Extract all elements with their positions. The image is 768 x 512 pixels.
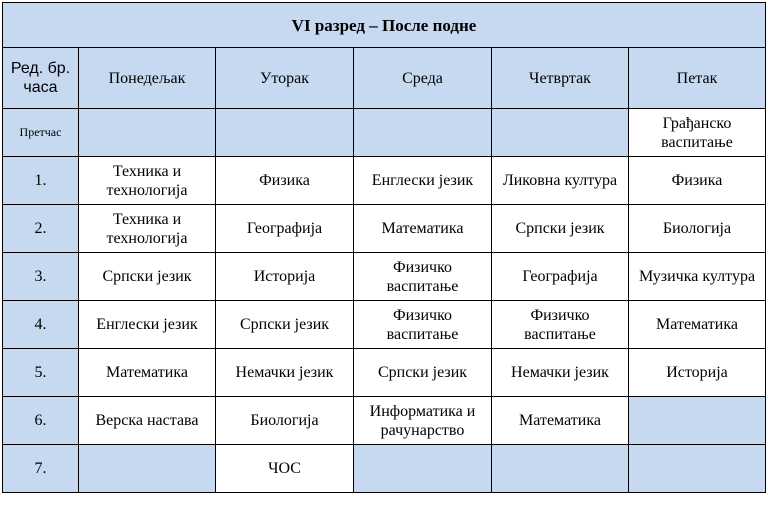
cell-tuesday: Немачки језик [216,349,354,397]
cell-tuesday: ЧОС [216,445,354,493]
cell-tuesday [216,109,354,157]
cell-monday: Верска настава [79,397,216,445]
cell-friday: Историја [629,349,766,397]
table-row [3,205,766,253]
cell-friday: Математика [629,301,766,349]
cell-wednesday: Информатика и рачунарство [354,397,492,445]
cell-tuesday: Биологија [216,397,354,445]
cell-thursday: Физичко васпитање [492,301,629,349]
cell-tuesday: Физика [216,157,354,205]
cell-thursday: Математика [492,397,629,445]
header-day-monday: Понедељак [79,48,216,109]
cell-friday: Биологија [629,205,766,253]
table-row [3,253,766,301]
cell-monday: Енглески језик [79,301,216,349]
header-day-thursday: Четвртак [492,48,629,109]
row-label: 3. [3,253,79,301]
cell-monday [79,445,216,493]
cell-thursday [492,445,629,493]
cell-thursday: Немачки језик [492,349,629,397]
cell-wednesday: Математика [354,205,492,253]
cell-monday [79,109,216,157]
cell-thursday: Географија [492,253,629,301]
row-label: 1. [3,157,79,205]
header-row-number: Ред. бр. часа [3,48,79,109]
row-label: 5. [3,349,79,397]
row-label: 6. [3,397,79,445]
header-day-friday: Петак [629,48,766,109]
cell-monday: Техника и технологија [79,205,216,253]
cell-wednesday [354,109,492,157]
row-label: 2. [3,205,79,253]
cell-tuesday: Српски језик [216,301,354,349]
table-row [3,445,766,493]
cell-friday: Грађанско васпитање [629,109,766,157]
cell-monday: Техника и технологија [79,157,216,205]
row-label: 4. [3,301,79,349]
cell-tuesday: Географија [216,205,354,253]
schedule-table [2,2,766,493]
cell-thursday: Ликовна култура [492,157,629,205]
row-label: 7. [3,445,79,493]
table-title: VI разред – После подне [3,3,766,48]
cell-tuesday: Историја [216,253,354,301]
table-row [3,397,766,445]
cell-wednesday: Физичко васпитање [354,253,492,301]
cell-wednesday: Српски језик [354,349,492,397]
cell-wednesday: Физичко васпитање [354,301,492,349]
header-day-wednesday: Среда [354,48,492,109]
table-row [3,349,766,397]
cell-friday [629,397,766,445]
cell-thursday [492,109,629,157]
table-row [3,301,766,349]
cell-monday: Српски језик [79,253,216,301]
table-row [3,157,766,205]
table-row [3,109,766,157]
cell-monday: Математика [79,349,216,397]
cell-wednesday [354,445,492,493]
row-label: Претчас [3,109,79,157]
cell-friday: Музичка култура [629,253,766,301]
header-day-tuesday: Уторак [216,48,354,109]
cell-wednesday: Енглески језик [354,157,492,205]
cell-friday [629,445,766,493]
cell-thursday: Српски језик [492,205,629,253]
cell-friday: Физика [629,157,766,205]
